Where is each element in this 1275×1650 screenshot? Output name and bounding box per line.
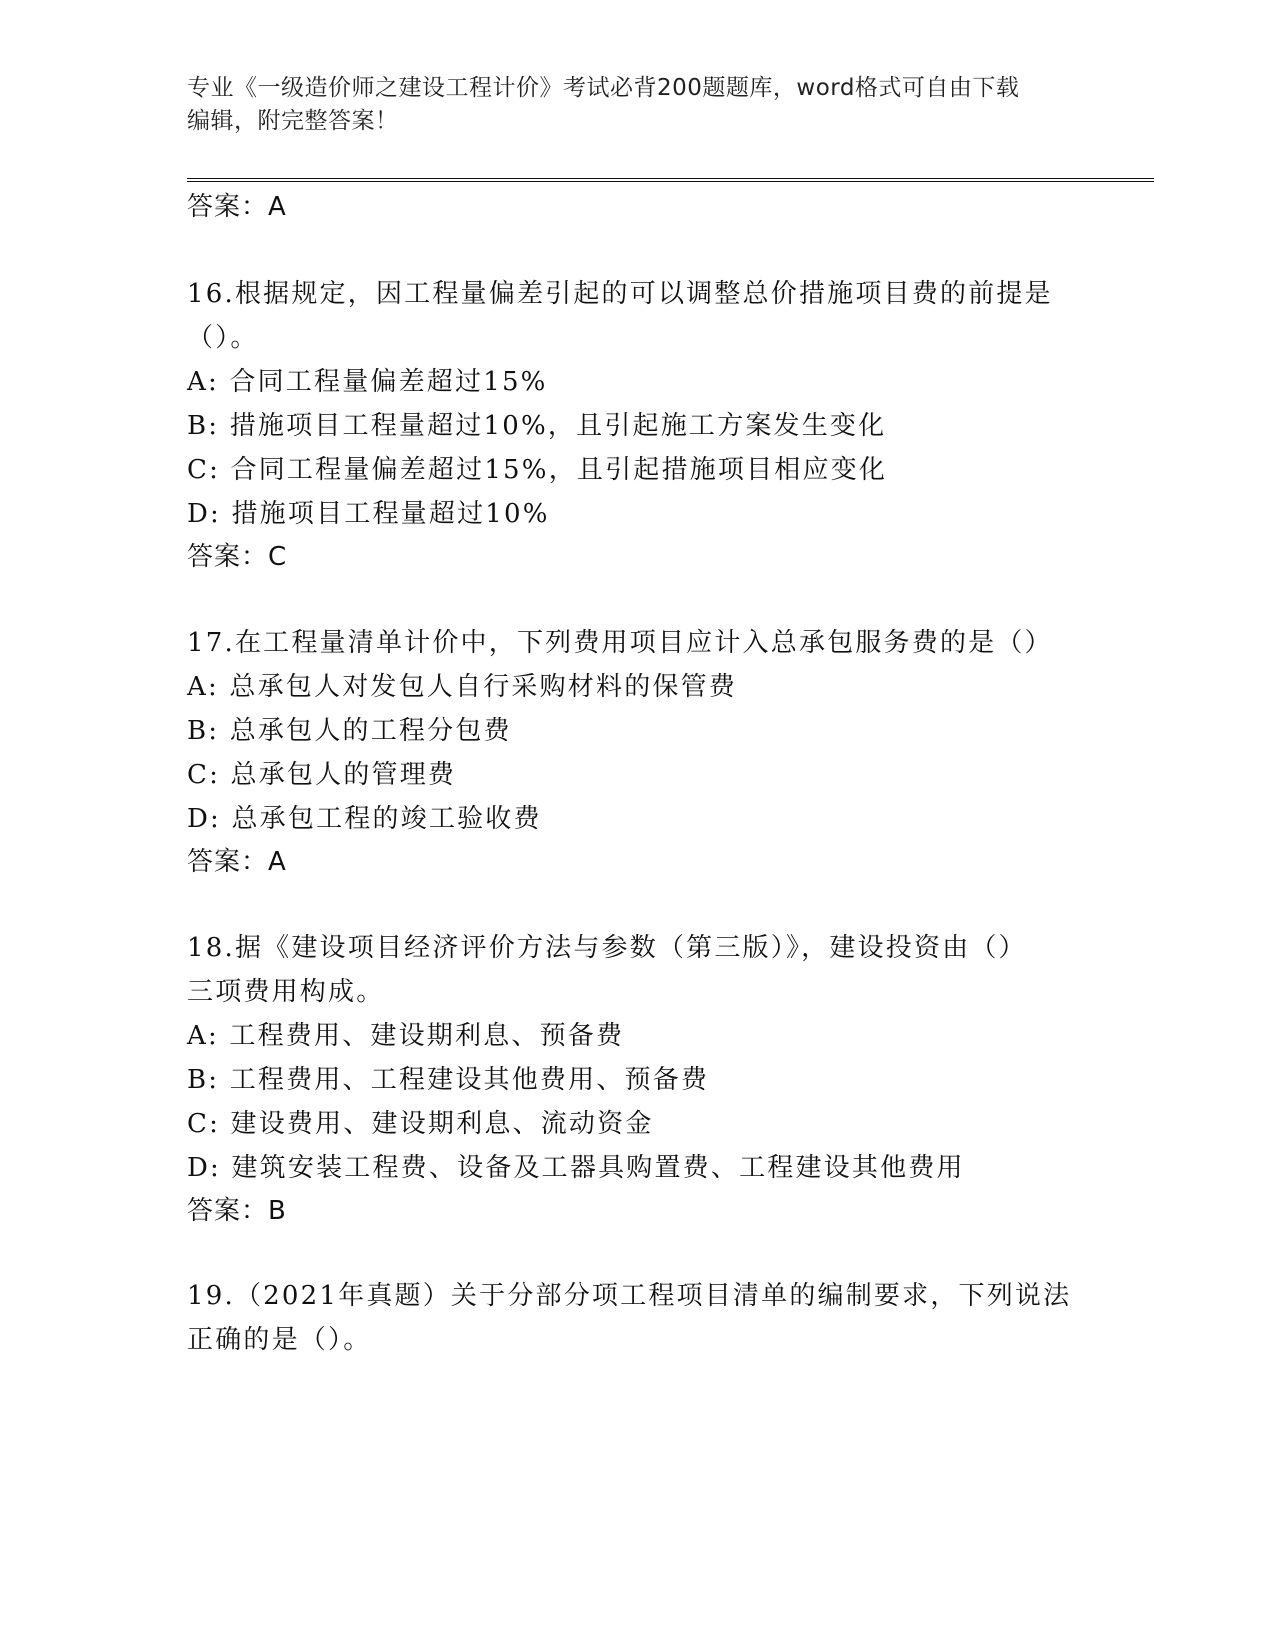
header-line-2: 编辑，附完整答案！ [187,108,399,134]
question-18-stem-line-2: 三项费用构成。 [187,977,385,1007]
question-16-stem-line-2: （）。 [187,323,259,353]
question-17-option-d: D: 总承包工程的竣工验收费 [187,804,542,834]
question-16-option-b: B: 措施项目工程量超过10%，且引起施工方案发生变化 [187,411,887,441]
question-16-option-a: A: 合同工程量偏差超过15% [187,367,548,397]
question-18-answer: 答案：B [187,1196,287,1226]
question-18-stem-line-1: 18.据《建设项目经济评价方法与参数（第三版）》，建设投资由（） [187,933,1027,963]
page-header [187,72,1087,138]
question-18-option-c: C: 建设费用、建设期利息、流动资金 [187,1109,654,1139]
question-19-stem-line-1: 19.（2021年真题）关于分部分项工程项目清单的编制要求，下列说法 [187,1281,1072,1311]
header-divider [187,178,1154,182]
question-16-option-c: C: 合同工程量偏差超过15%，且引起措施项目相应变化 [187,455,888,485]
question-17-stem-line-1: 17.在工程量清单计价中，下列费用项目应计入总承包服务费的是（） [187,628,1053,658]
previous-answer: 答案：A [187,192,287,222]
question-19-stem-line-2: 正确的是（）。 [187,1325,372,1355]
question-18-option-a: A: 工程费用、建设期利息、预备费 [187,1021,625,1051]
question-16-option-d: D: 措施项目工程量超过10% [187,499,550,529]
question-17-option-b: B: 总承包人的工程分包费 [187,716,512,746]
question-17-option-a: A: 总承包人对发包人自行采购材料的保管费 [187,672,738,702]
question-16-stem-line-1: 16.根据规定，因工程量偏差引起的可以调整总价措施项目费的前提是 [187,279,1053,309]
question-16-answer: 答案：C [187,542,288,572]
question-17-option-c: C: 总承包人的管理费 [187,760,457,790]
question-17-answer: 答案：A [187,847,287,877]
question-18-option-b: B: 工程费用、工程建设其他费用、预备费 [187,1065,710,1095]
header-line-1: 专业《一级造价师之建设工程计价》考试必背200题题库，word格式可自由下载 [187,75,1020,101]
question-18-option-d: D: 建筑安装工程费、设备及工器具购置费、工程建设其他费用 [187,1153,965,1183]
